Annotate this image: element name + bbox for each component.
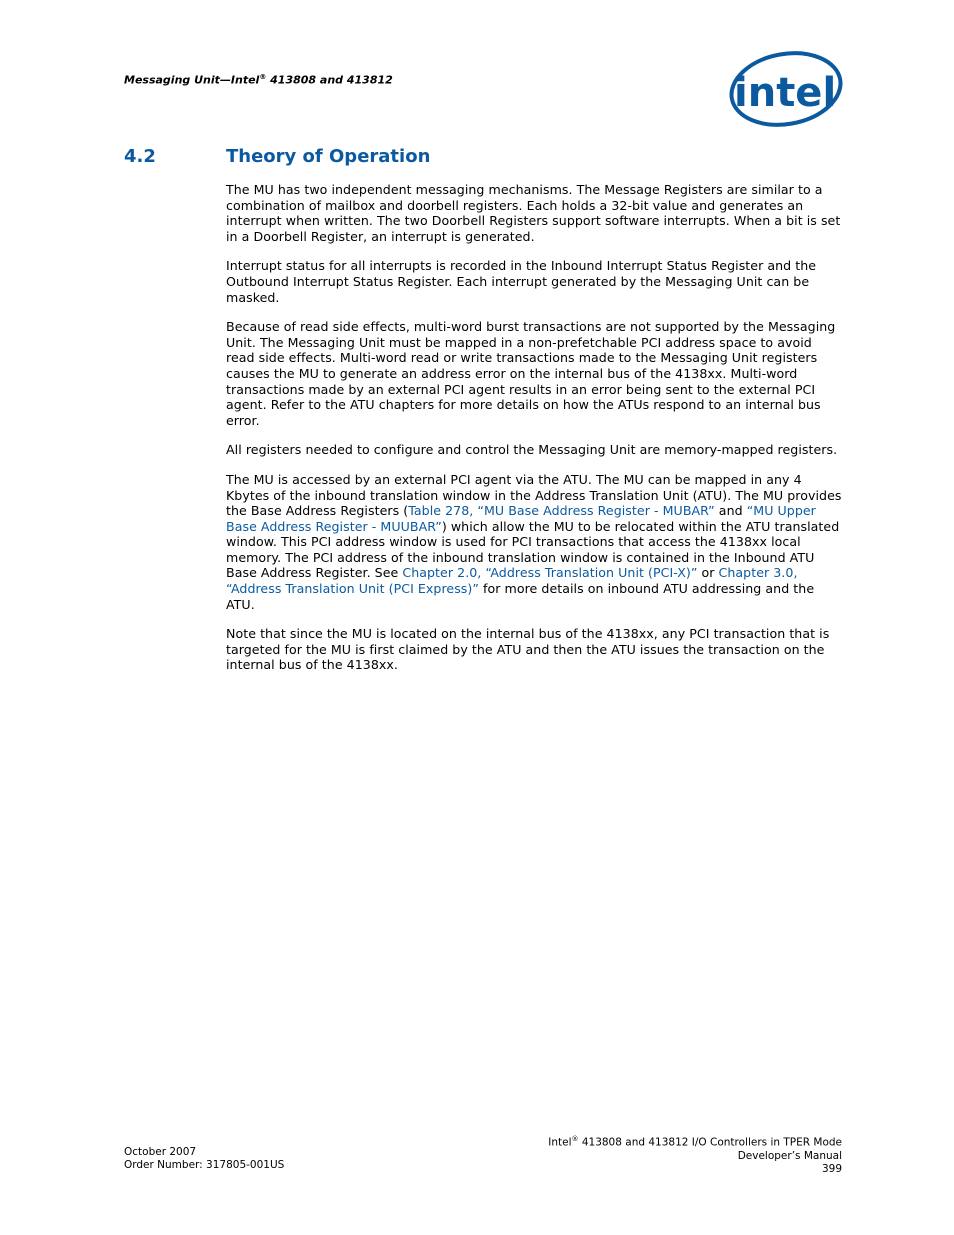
footer-page-number: 399 xyxy=(821,1162,842,1175)
link-table-278-mubar[interactable]: Table 278, “MU Base Address Register - MUBAR” xyxy=(408,503,715,519)
intel-logo-text: intel xyxy=(734,70,837,116)
paragraph-5 xyxy=(226,472,844,612)
link-chapter-3[interactable]: Chapter 3.0, “Address Translation Unit (PCI Express)” xyxy=(226,565,798,597)
footer-registered-mark: ® xyxy=(571,1135,579,1143)
intel-logo-icon xyxy=(724,48,844,130)
paragraph-5-text-4: or xyxy=(697,565,719,581)
paragraph-2: Interrupt status for all interrupts is recorded in the Inbound Interrupt Status Register and the Outbound Interrupt Status Register. Each interrupt generated by the Messaging Unit can be masked. xyxy=(226,258,817,305)
paragraph-5-text-1: The MU is accessed by an external PCI agent via the ATU. The MU can be mapped in any 4 Kbytes of the inbound translation window in the Address Translation Unit (ATU). The MU provides the Base Address Registers ( xyxy=(226,471,842,519)
footer-doc-title xyxy=(548,1133,842,1150)
section-title: Theory of Operation xyxy=(226,146,431,167)
paragraph-5-text-5: for more details on inbound ATU addressing and the ATU. xyxy=(226,581,815,612)
footer-order-number: Order Number: 317805-001US xyxy=(124,1159,285,1171)
footer-doc-title-suffix: 413808 and 413812 I/O Controllers in TPER Mode xyxy=(578,1136,842,1149)
footer-right xyxy=(548,1133,842,1176)
footer-doc-type: Developer’s Manual xyxy=(737,1149,842,1162)
paragraph-5-text-3: ) which allow the MU to be relocated within the ATU translated window. This PCI address window is used for PCI transactions that access the 4138xx local memory. The PCI address of the inbound translation window is contained in the Inbound ATU Base Address Register. See xyxy=(226,518,840,581)
link-chapter-2[interactable]: Chapter 2.0, “Address Translation Unit (PCI-X)” xyxy=(402,565,698,581)
footer-date: October 2007 xyxy=(124,1146,197,1158)
body-text xyxy=(226,182,844,687)
running-header xyxy=(124,73,393,87)
paragraph-6: Note that since the MU is located on the internal bus of the 4138xx, any PCI transaction that is targeted for the MU is first claimed by the ATU and then the ATU issues the transaction on the internal bus of the 4138xx. xyxy=(226,626,830,673)
section-number: 4.2 xyxy=(124,146,156,167)
paragraph-1: The MU has two independent messaging mechanisms. The Message Registers are similar to a combination of mailbox and doorbell registers. Each holds a 32-bit value and generates an interrupt when written. The two Doorbell Registers support software interrupts. When a bit is set in a Doorbell Register, an interrupt is generated. xyxy=(226,182,841,244)
section-heading xyxy=(124,146,430,167)
running-header-prefix: Messaging Unit—Intel xyxy=(124,73,260,87)
running-header-suffix: 413808 and 413812 xyxy=(266,73,393,87)
footer-doc-title-prefix: Intel xyxy=(548,1136,572,1149)
paragraph-4: All registers needed to configure and control the Messaging Unit are memory-mapped registers. xyxy=(226,442,838,458)
footer-left xyxy=(124,1146,284,1172)
registered-mark: ® xyxy=(259,73,267,81)
link-muubar[interactable]: “MU Upper Base Address Register - MUUBAR” xyxy=(226,503,816,534)
paragraph-3: Because of read side effects, multi-word burst transactions are not supported by the Messaging Unit. The Messaging Unit must be mapped in a non-prefetchable PCI address space to avoid read side effects. Multi-word read or write transactions made to the Messaging Unit registers causes the MU to generate an address error on the internal bus of the 4138xx. Multi-word transactions made by an external PCI agent results in an error being sent to the external PCI agent. Refer to the ATU chapters for more details on how the ATUs respond to an internal bus error. xyxy=(226,319,836,428)
paragraph-5-text-2: and xyxy=(714,503,747,519)
